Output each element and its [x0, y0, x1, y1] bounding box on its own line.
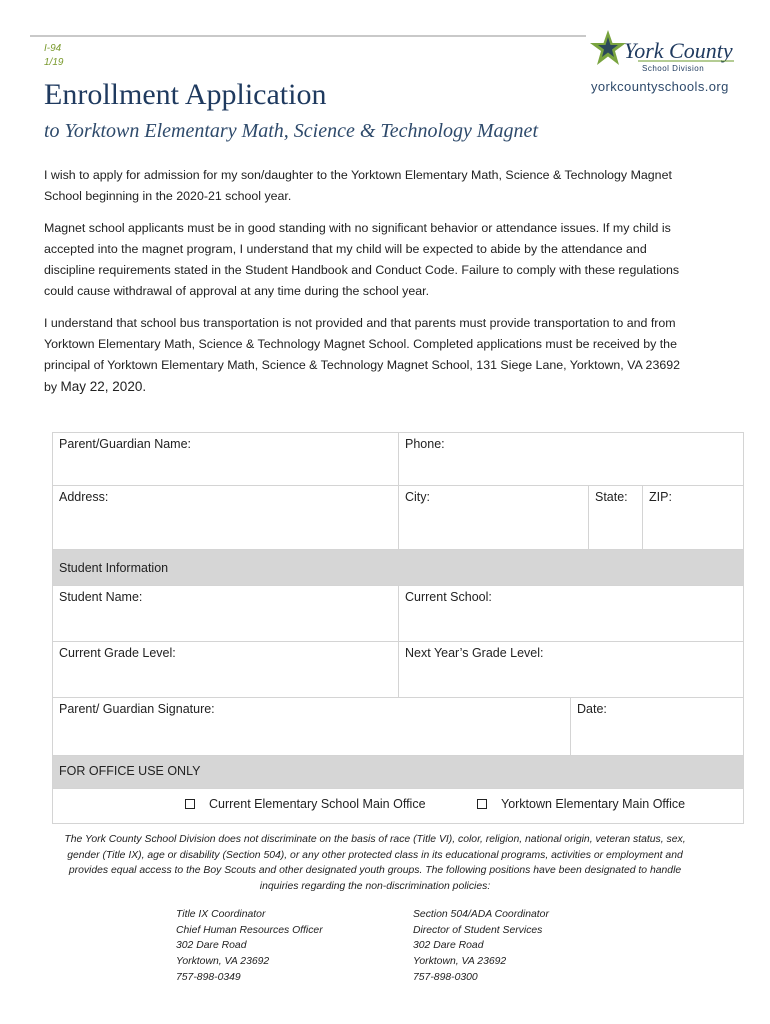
page-title: Enrollment Application: [44, 78, 327, 111]
checkbox-icon[interactable]: [477, 799, 487, 809]
contact-line: Yorktown, VA 23692: [176, 956, 270, 968]
student-info-header: Student Information: [53, 550, 743, 585]
phone-field[interactable]: Phone:: [405, 437, 445, 451]
office-option-current-label: Current Elementary School Main Office: [209, 797, 426, 811]
signature-field[interactable]: Parent/ Guardian Signature:: [53, 698, 571, 755]
nondiscrimination-notice: The York County School Division does not discriminate on the basis of race (Title VI), color, religion, national origin, veteran status, sex, gender (Title IX), age or disability (Section 504), or any other protected class in its educational programs, activities or employment and provides equal access to the Boy Scouts and other designated youth groups. The following positions have been designated to handle inquiries regarding the non-discrimination policies:: [64, 834, 686, 892]
office-use-header: FOR OFFICE USE ONLY: [53, 756, 743, 788]
contact-line: 302 Dare Road: [413, 940, 484, 952]
city-field[interactable]: City:: [399, 486, 589, 549]
contact-line: 302 Dare Road: [176, 940, 247, 952]
date-field[interactable]: Date:: [577, 702, 607, 716]
guardian-name-field[interactable]: Parent/Guardian Name:: [53, 433, 399, 485]
title-ix-contact: [176, 907, 323, 986]
state-field[interactable]: State:: [589, 486, 643, 549]
form-number: I-94: [44, 43, 62, 54]
office-option-yorktown[interactable]: [477, 797, 685, 811]
header-rule: [30, 35, 586, 37]
form-date: 1/19: [44, 57, 64, 68]
requirements-paragraph: Magnet school applicants must be in good standing with no significant behavior or attendance issues. If my child is accepted into the magnet program, I understand that my child will be expected to abide by the attendance and discipline requirements stated in the Student Handbook and Conduct Code. Failure to comply with these regulations could cause withdrawal of approval at any time during the school year.: [44, 221, 680, 298]
contact-line: 757-898-0349: [176, 971, 241, 983]
current-school-field[interactable]: Current School:: [405, 590, 492, 604]
intro-paragraph: I wish to apply for admission for my son/daughter to the Yorktown Elementary Math, Science & Technology Magnet School beginning in the 2020-21 school year.: [44, 168, 672, 203]
current-grade-field[interactable]: Current Grade Level:: [53, 642, 399, 697]
zip-field[interactable]: ZIP:: [649, 490, 672, 504]
website-link[interactable]: yorkcountyschools.org: [591, 79, 729, 94]
contact-line: 757-898-0300: [413, 971, 478, 983]
transportation-text: I understand that school bus transportation is not provided and that parents must provide transportation to and from Yorktown Elementary Math, Science & Technology Magnet School. Completed applications must be received by the principal of Yorktown Elementary Math, Science & Technology Magnet School, 131 Siege Lane, Yorktown, VA 23692 by: [44, 316, 681, 394]
transportation-paragraph: [44, 313, 694, 398]
deadline-date: May 22, 2020.: [60, 379, 147, 394]
section-504-contact: [413, 907, 549, 986]
next-grade-field[interactable]: Next Year’s Grade Level:: [405, 646, 544, 660]
checkbox-icon[interactable]: [185, 799, 195, 809]
application-form: [52, 432, 744, 824]
office-option-yorktown-label: Yorktown Elementary Main Office: [501, 797, 686, 811]
logo-subtitle: School Division: [642, 64, 705, 73]
form-code: [44, 42, 63, 70]
contact-line: Section 504/ADA Coordinator: [413, 909, 549, 920]
contact-line: Chief Human Resources Officer: [176, 924, 323, 936]
address-field[interactable]: Address:: [53, 486, 399, 549]
page-subtitle: to Yorktown Elementary Math, Science & Technology Magnet: [44, 120, 538, 142]
school-division-logo: [586, 28, 746, 80]
student-name-field[interactable]: Student Name:: [53, 586, 399, 641]
contact-line: Yorktown, VA 23692: [413, 956, 507, 968]
logo-title: York County: [624, 38, 733, 63]
contact-line: Director of Student Services: [413, 924, 543, 936]
office-options: [53, 789, 743, 823]
office-option-current[interactable]: [185, 797, 426, 811]
contact-line: Title IX Coordinator: [176, 909, 266, 920]
